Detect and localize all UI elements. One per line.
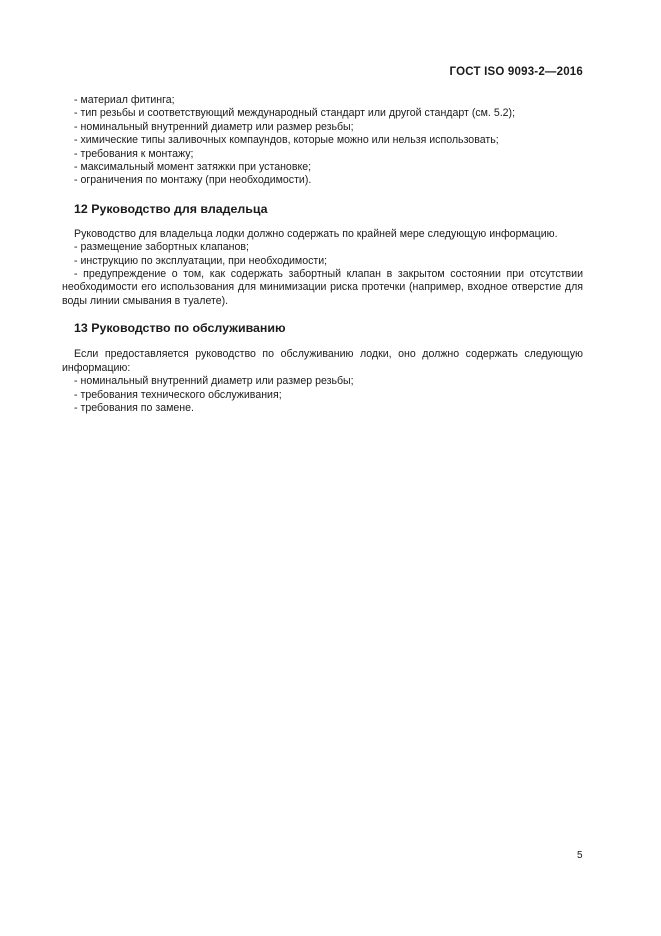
section-13-intro: Если предоставляется руководство по обслуживанию лодки, оно должно содержать следующую информацию: bbox=[62, 348, 583, 374]
list-item: - ограничения по монтажу (при необходимости). bbox=[74, 174, 312, 187]
section-12-body bbox=[62, 228, 583, 308]
section-12-heading: 12 Руководство для владельца bbox=[74, 201, 268, 216]
section-12-intro: Руководство для владельца лодки должно содержать по крайней мере следующую информацию. bbox=[74, 227, 558, 240]
list-item: - материал фитинга; bbox=[74, 94, 175, 106]
list-item: - номинальный внутренний диаметр или размер резьбы; bbox=[74, 120, 354, 133]
fitting-info-list bbox=[62, 94, 583, 188]
list-item: - размещение забортных клапанов; bbox=[74, 241, 249, 254]
section-12-warning: - предупреждение о том, как содержать забортный клапан в закрытом состоянии при отсутствии необходимости его использования для минимизации риска протечки (например, входное отверстие для воды линии смывания в туалете). bbox=[62, 268, 583, 307]
section-13-body bbox=[62, 348, 583, 415]
list-item: - инструкцию по эксплуатации, при необходимости; bbox=[74, 254, 328, 267]
list-item: - номинальный внутренний диаметр или размер резьбы; bbox=[74, 375, 354, 388]
list-item: - максимальный момент затяжки при установке; bbox=[74, 161, 312, 174]
list-item: - требования по замене. bbox=[74, 401, 194, 414]
page-number: 5 bbox=[577, 850, 583, 861]
list-item: - требования к монтажу; bbox=[74, 147, 194, 160]
list-item: - химические типы заливочных компаундов, которые можно или нельзя использовать; bbox=[74, 134, 499, 147]
section-13-heading: 13 Руководство по обслуживанию bbox=[74, 321, 286, 336]
document-header: ГОСТ ISO 9093-2—2016 bbox=[449, 66, 583, 78]
page-content bbox=[62, 94, 583, 415]
list-item: - тип резьбы и соответствующий международный стандарт или другой стандарт (см. 5.2); bbox=[74, 107, 516, 120]
list-item: - требования технического обслуживания; bbox=[74, 388, 282, 401]
